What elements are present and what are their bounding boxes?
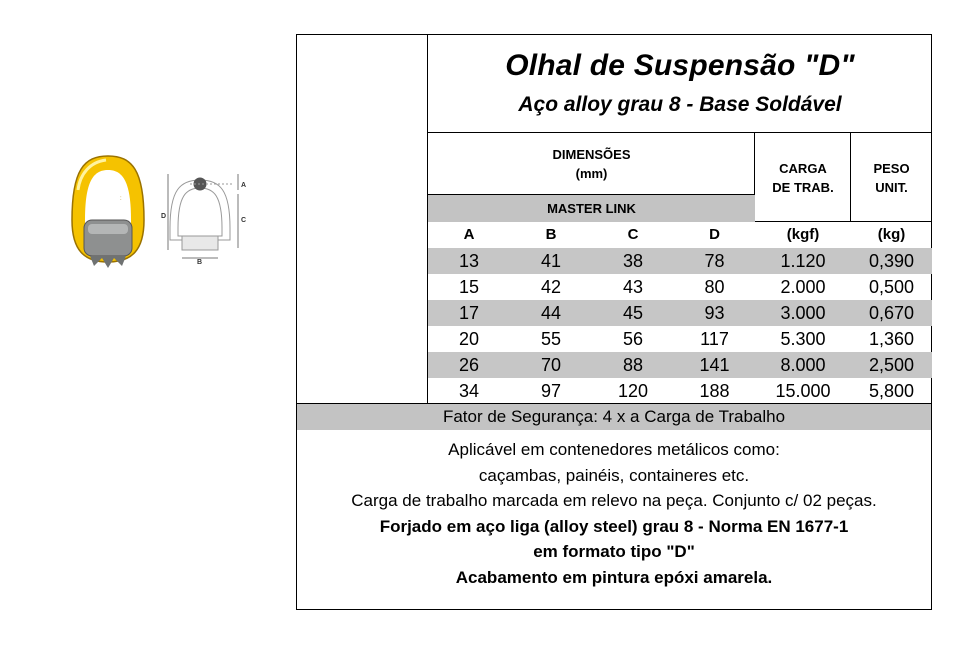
- cell-c: 88: [622, 355, 644, 375]
- table-row: [428, 378, 932, 404]
- column-header-a: A: [463, 226, 475, 243]
- column-headers: [428, 222, 932, 248]
- note-line-bold: em formato tipo "D": [533, 542, 695, 561]
- cell-load: 8.000: [780, 355, 826, 375]
- cell-a: 17: [458, 303, 480, 323]
- cell-weight: 1,360: [868, 329, 915, 349]
- cell-c: 120: [617, 381, 649, 401]
- note-line-bold: Forjado em aço liga (alloy steel) grau 8 - Norma EN 1677-1: [379, 516, 849, 536]
- cell-load: 2.000: [780, 277, 826, 297]
- notes: [297, 437, 931, 590]
- cell-a: 20: [458, 329, 480, 349]
- cell-c: 38: [622, 251, 644, 271]
- note-line: Carga de trabalho marcada em relevo na peça. Conjunto c/ 02 peças.: [351, 491, 877, 510]
- table-row: [428, 352, 932, 378]
- cell-d: 93: [704, 303, 725, 323]
- cell-a: 26: [458, 355, 480, 375]
- table-row: [428, 326, 932, 352]
- cell-b: 42: [540, 277, 562, 297]
- cell-b: 55: [540, 329, 562, 349]
- table-row: [428, 274, 932, 300]
- cell-a: 34: [458, 381, 480, 401]
- working-load-header-line1: CARGA: [779, 161, 827, 176]
- cell-load: 5.300: [780, 329, 826, 349]
- master-link-band: MASTER LINK: [428, 195, 755, 222]
- product-illustration: [58, 150, 258, 275]
- svg-text::: :: [120, 196, 122, 202]
- working-load-header: [755, 159, 851, 197]
- cell-b: 44: [540, 303, 562, 323]
- table-row: [428, 248, 932, 274]
- working-load-header-line2: DE TRAB.: [772, 180, 834, 195]
- cell-d: 188: [699, 381, 730, 401]
- dimensions-header-line1: DIMENSÕES: [552, 147, 631, 162]
- page-title: Olhal de Suspensão "D": [505, 49, 855, 82]
- column-header-b: B: [545, 226, 557, 243]
- cell-c: 56: [622, 329, 644, 349]
- diagram-label-d: D: [161, 213, 167, 220]
- cell-weight: 0,670: [868, 303, 915, 323]
- table-row: [428, 300, 932, 326]
- cell-weight: 0,500: [868, 277, 915, 297]
- cell-weight: 0,390: [868, 251, 915, 271]
- cell-b: 70: [540, 355, 562, 375]
- cell-load: 15.000: [775, 381, 831, 401]
- diagram-label-b: B: [197, 259, 203, 266]
- unit-weight-header-line1: PESO: [873, 161, 910, 176]
- dimensions-header: [428, 145, 755, 183]
- dimensions-header-line2: (mm): [575, 166, 608, 181]
- note-line-bold: Acabamento em pintura epóxi amarela.: [455, 567, 773, 587]
- column-header-kgf: (kgf): [786, 226, 820, 243]
- cell-d: 78: [704, 251, 725, 271]
- note-line: caçambas, painéis, containeres etc.: [478, 465, 750, 485]
- column-header-d: D: [709, 226, 720, 243]
- cell-d: 117: [700, 329, 729, 349]
- unit-weight-header: [851, 159, 932, 197]
- unit-weight-header-line2: UNIT.: [875, 180, 908, 195]
- divider: [427, 132, 931, 133]
- cell-d: 80: [704, 277, 725, 297]
- cell-a: 13: [458, 251, 480, 271]
- d-ring-photo-icon: [72, 156, 144, 268]
- cell-weight: 2,500: [868, 355, 915, 375]
- spec-sheet: [296, 34, 932, 610]
- cell-weight: 5,800: [868, 381, 915, 401]
- cell-d: 141: [699, 355, 730, 375]
- cell-c: 43: [622, 277, 644, 297]
- column-header-kg: (kg): [877, 226, 906, 243]
- safety-factor: Fator de Segurança: 4 x a Carga de Trabalho: [297, 404, 931, 430]
- cell-b: 97: [540, 381, 562, 401]
- cell-a: 15: [458, 277, 480, 297]
- d-ring-drawing-icon: [168, 174, 238, 258]
- diagram-label-c: C: [241, 217, 247, 224]
- page-subtitle: Aço alloy grau 8 - Base Soldável: [518, 93, 842, 116]
- diagram-label-a: A: [241, 182, 247, 189]
- note-line: Aplicável em contenedores metálicos como:: [448, 440, 780, 459]
- cell-c: 45: [622, 303, 644, 323]
- cell-load: 1.120: [780, 251, 826, 271]
- column-header-c: C: [627, 226, 639, 243]
- spec-table-body: [428, 248, 932, 404]
- cell-b: 41: [540, 251, 562, 271]
- cell-load: 3.000: [780, 303, 826, 323]
